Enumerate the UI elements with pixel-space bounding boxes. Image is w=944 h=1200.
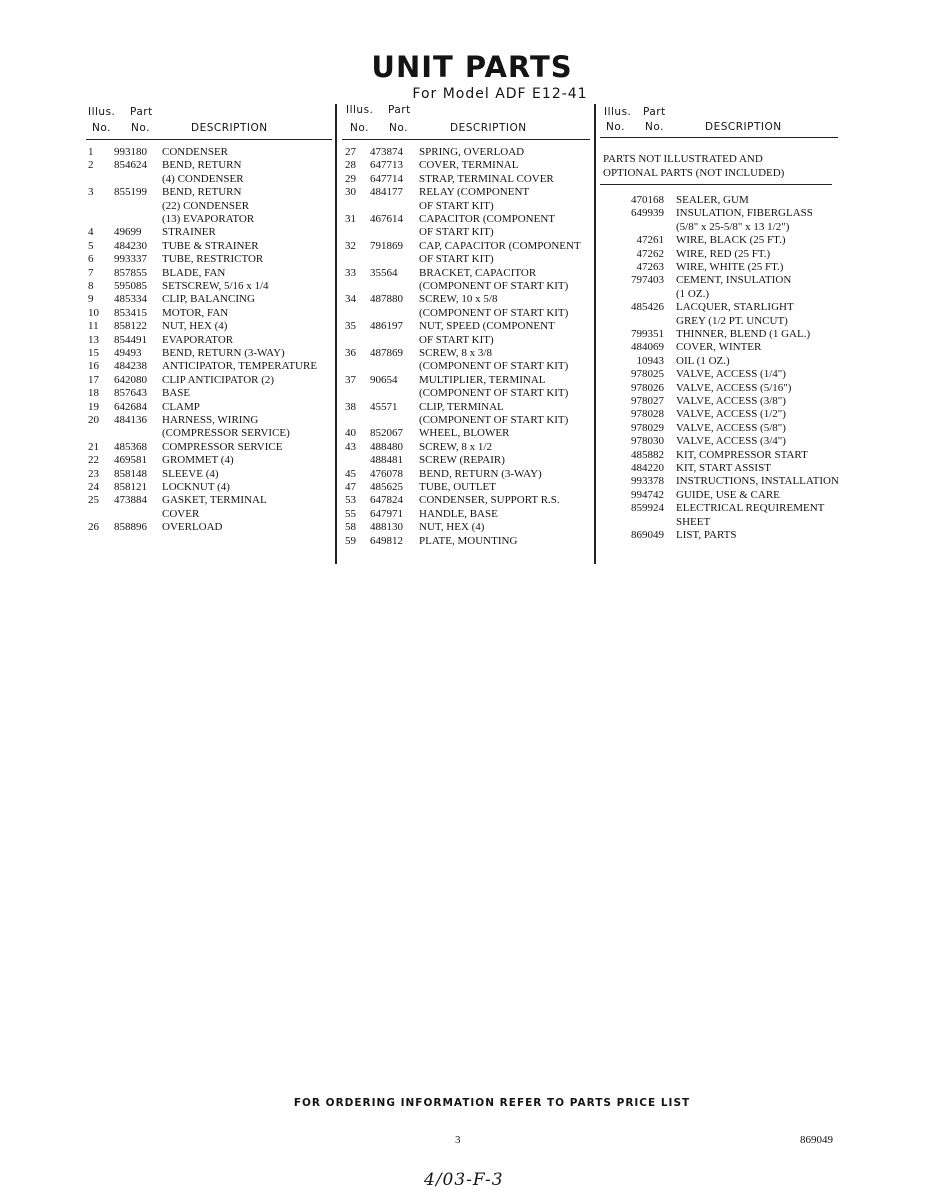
description: RELAY (COMPONENT xyxy=(419,186,530,199)
description: VALVE, ACCESS (5/8") xyxy=(676,421,786,434)
illus-number: 47 xyxy=(345,481,356,493)
note-rule xyxy=(600,184,832,185)
illus-number: 15 xyxy=(88,347,99,359)
description: (COMPONENT OF START KIT) xyxy=(419,360,569,373)
part-number: 488480 xyxy=(370,440,403,453)
part-number: 488130 xyxy=(370,521,403,534)
description: WIRE, WHITE (25 FT.) xyxy=(676,261,784,273)
part-number: 484069 xyxy=(631,341,664,354)
description: NUT, HEX (4) xyxy=(419,521,485,534)
part-number: 476078 xyxy=(370,467,403,480)
description: NUT, SPEED (COMPONENT xyxy=(419,320,555,333)
description: WIRE, BLACK (25 FT.) xyxy=(676,234,786,247)
description: SCREW, 8 x 3/8 xyxy=(419,347,492,359)
description: SCREW, 10 x 5/8 xyxy=(419,293,498,306)
description: TUBE & STRAINER xyxy=(162,239,259,252)
description: OF START KIT) xyxy=(419,253,494,266)
part-number: 487880 xyxy=(370,293,403,306)
part-number: 35564 xyxy=(370,266,398,279)
part-number: 791869 xyxy=(370,239,403,252)
description: CONDENSER xyxy=(162,146,229,158)
description: SLEEVE (4) xyxy=(162,467,219,480)
part-number: 858148 xyxy=(114,467,147,480)
header-rule xyxy=(342,139,590,140)
description: TUBE, RESTRICTOR xyxy=(162,253,264,266)
description: EVAPORATOR xyxy=(162,333,234,346)
description: SETSCREW, 5/16 x 1/4 xyxy=(162,280,269,292)
illus-number: 26 xyxy=(88,521,99,534)
description: COVER, TERMINAL xyxy=(419,159,519,172)
illus-number: 32 xyxy=(345,239,356,252)
illus-number: 27 xyxy=(345,146,356,158)
part-number: 488481 xyxy=(370,454,403,467)
document-number: 869049 xyxy=(800,1134,833,1146)
not-illustrated-note-line-1: PARTS NOT ILLUSTRATED AND xyxy=(603,153,763,165)
description: SEALER, GUM xyxy=(676,194,749,206)
part-number: 467614 xyxy=(370,213,403,225)
description: MULTIPLIER, TERMINAL xyxy=(419,373,546,386)
illus-number: 5 xyxy=(88,239,94,252)
description: STRAINER xyxy=(162,226,216,239)
header-illus-no: No. xyxy=(350,122,369,134)
header-part: Part xyxy=(130,106,153,118)
part-number: 649939 xyxy=(631,207,664,220)
header-rule xyxy=(600,137,838,138)
part-number: 857643 xyxy=(114,387,147,400)
header-illus: Illus. xyxy=(604,106,632,118)
description: VALVE, ACCESS (5/16") xyxy=(676,381,792,394)
part-number: 47261 xyxy=(636,234,664,247)
description: (COMPONENT OF START KIT) xyxy=(419,306,569,319)
description: CLIP, BALANCING xyxy=(162,293,255,306)
part-number: 486197 xyxy=(370,320,403,333)
description: COVER xyxy=(162,507,200,520)
illus-number: 25 xyxy=(88,494,99,507)
description: SCREW (REPAIR) xyxy=(419,454,505,467)
description: VALVE, ACCESS (1/2") xyxy=(676,408,786,421)
part-number: 484220 xyxy=(631,462,664,474)
description: BRACKET, CAPACITOR xyxy=(419,266,537,279)
illus-number: 1 xyxy=(88,146,94,158)
description: (22) CONDENSER xyxy=(162,199,250,212)
column-divider xyxy=(335,104,337,564)
description: KIT, START ASSIST xyxy=(676,462,771,474)
illus-number: 13 xyxy=(88,333,99,346)
part-number: 858896 xyxy=(114,521,147,534)
description: CLIP ANTICIPATOR (2) xyxy=(162,373,275,386)
part-number: 485334 xyxy=(114,293,147,306)
description: CLAMP xyxy=(162,400,200,413)
illus-number: 11 xyxy=(88,320,99,333)
illus-number: 17 xyxy=(88,373,99,386)
description: STRAP, TERMINAL COVER xyxy=(419,172,554,185)
header-rule xyxy=(86,139,332,140)
description: WHEEL, BLOWER xyxy=(419,427,510,440)
column-divider xyxy=(594,104,596,564)
description: (COMPONENT OF START KIT) xyxy=(419,280,569,292)
illus-number: 29 xyxy=(345,172,356,185)
description: LOCKNUT (4) xyxy=(162,481,230,493)
description: (5/8" x 25-5/8" x 13 1/2") xyxy=(676,220,790,233)
description: BLADE, FAN xyxy=(162,266,226,279)
description: COVER, WINTER xyxy=(676,341,762,354)
handwritten-note: 4/03-F-3 xyxy=(424,1170,504,1190)
not-illustrated-note-line-2: OPTIONAL PARTS (NOT INCLUDED) xyxy=(603,167,785,179)
part-number: 49493 xyxy=(114,347,142,359)
illus-number: 36 xyxy=(345,347,356,359)
description: BEND, RETURN xyxy=(162,159,242,172)
header-illus-no: No. xyxy=(92,122,111,134)
description: PLATE, MOUNTING xyxy=(419,534,518,547)
part-number: 978029 xyxy=(631,421,664,434)
description: COMPRESSOR SERVICE xyxy=(162,440,283,453)
part-number: 484177 xyxy=(370,186,403,199)
illus-number: 59 xyxy=(345,534,356,547)
header-illus: Illus. xyxy=(346,104,374,116)
part-number: 484230 xyxy=(114,239,147,252)
header-part-no: No. xyxy=(131,122,150,134)
illus-number: 58 xyxy=(345,521,356,534)
part-number: 485426 xyxy=(631,301,664,314)
description: LIST, PARTS xyxy=(676,529,737,541)
description: CAP, CAPACITOR (COMPONENT xyxy=(419,239,581,252)
description: VALVE, ACCESS (3/8") xyxy=(676,395,786,407)
page-number: 3 xyxy=(455,1134,461,1146)
part-number: 799351 xyxy=(631,328,664,340)
part-number: 854491 xyxy=(114,333,147,346)
illus-number: 7 xyxy=(88,266,94,279)
description: GREY (1/2 PT. UNCUT) xyxy=(676,314,788,327)
part-number: 858122 xyxy=(114,320,147,333)
page-title: UNIT PARTS xyxy=(371,50,573,84)
illus-number: 24 xyxy=(88,481,99,493)
part-number: 647971 xyxy=(370,507,403,520)
part-number: 993337 xyxy=(114,253,147,266)
part-number: 993180 xyxy=(114,146,147,158)
illus-number: 18 xyxy=(88,387,99,400)
description: SHEET xyxy=(676,515,711,528)
description: CEMENT, INSULATION xyxy=(676,274,792,287)
description: ELECTRICAL REQUIREMENT xyxy=(676,502,825,515)
description: (COMPRESSOR SERVICE) xyxy=(162,427,290,440)
description: BASE xyxy=(162,387,191,400)
part-number: 859924 xyxy=(631,502,664,515)
description: GUIDE, USE & CARE xyxy=(676,488,780,501)
part-number: 470168 xyxy=(631,194,664,206)
header-part: Part xyxy=(388,104,411,116)
part-number: 978026 xyxy=(631,381,664,394)
part-number: 642684 xyxy=(114,400,147,413)
part-number: 90654 xyxy=(370,373,398,386)
description: THINNER, BLEND (1 GAL.) xyxy=(676,328,811,340)
description: BEND, RETURN (3-WAY) xyxy=(162,347,285,359)
header-part-no: No. xyxy=(645,121,664,133)
part-number: 473884 xyxy=(114,494,147,507)
part-number: 10943 xyxy=(636,354,664,367)
illus-number: 33 xyxy=(345,266,356,279)
part-number: 484238 xyxy=(114,360,147,373)
part-number: 485882 xyxy=(631,448,664,461)
description: (1 OZ.) xyxy=(676,287,709,300)
description: HANDLE, BASE xyxy=(419,507,498,520)
part-number: 857855 xyxy=(114,266,147,279)
part-number: 858121 xyxy=(114,481,147,493)
description: INSULATION, FIBERGLASS xyxy=(676,207,813,220)
description: (13) EVAPORATOR xyxy=(162,213,255,225)
illus-number: 3 xyxy=(88,186,94,199)
part-number: 647713 xyxy=(370,159,403,172)
description: OVERLOAD xyxy=(162,521,223,534)
illus-number: 38 xyxy=(345,400,356,413)
part-number: 487869 xyxy=(370,347,403,359)
part-number: 469581 xyxy=(114,454,147,467)
description: OF START KIT) xyxy=(419,333,494,346)
illus-number: 55 xyxy=(345,507,356,520)
illus-number: 9 xyxy=(88,293,94,306)
description: GASKET, TERMINAL xyxy=(162,494,267,507)
header-description: DESCRIPTION xyxy=(450,122,527,134)
description: WIRE, RED (25 FT.) xyxy=(676,247,771,260)
part-number: 647714 xyxy=(370,172,403,185)
illus-number: 37 xyxy=(345,373,356,386)
part-number: 797403 xyxy=(631,274,664,287)
illus-number: 53 xyxy=(345,494,356,507)
part-number: 473874 xyxy=(370,146,403,158)
illus-number: 31 xyxy=(345,213,356,225)
illus-number: 34 xyxy=(345,293,356,306)
part-number: 978027 xyxy=(631,395,664,407)
part-number: 993378 xyxy=(631,475,664,488)
description: BEND, RETURN xyxy=(162,186,242,199)
part-number: 45571 xyxy=(370,400,398,413)
description: OF START KIT) xyxy=(419,199,494,212)
description: LACQUER, STARLIGHT xyxy=(676,301,794,314)
description: (COMPONENT OF START KIT) xyxy=(419,414,569,426)
description: TUBE, OUTLET xyxy=(419,481,496,493)
description: OF START KIT) xyxy=(419,226,494,239)
description: (COMPONENT OF START KIT) xyxy=(419,387,569,400)
description: MOTOR, FAN xyxy=(162,306,229,319)
description: SCREW, 8 x 1/2 xyxy=(419,440,492,453)
header-description: DESCRIPTION xyxy=(705,121,782,133)
illus-number: 4 xyxy=(88,226,94,239)
description: NUT, HEX (4) xyxy=(162,320,228,333)
description: CLIP, TERMINAL xyxy=(419,400,504,413)
part-number: 852067 xyxy=(370,427,403,440)
description: SPRING, OVERLOAD xyxy=(419,146,525,158)
part-number: 855199 xyxy=(114,186,147,199)
part-number: 649812 xyxy=(370,534,403,547)
header-illus-no: No. xyxy=(606,121,625,133)
description: INSTRUCTIONS, INSTALLATION xyxy=(676,475,839,488)
illus-number: 40 xyxy=(345,427,356,440)
description: GROMMET (4) xyxy=(162,454,234,467)
ordering-footer: FOR ORDERING INFORMATION REFER TO PARTS PRICE LIST xyxy=(293,1097,691,1109)
description: OIL (1 OZ.) xyxy=(676,354,730,367)
description: CONDENSER, SUPPORT R.S. xyxy=(419,494,560,507)
part-number: 853415 xyxy=(114,306,147,319)
part-number: 642080 xyxy=(114,373,147,386)
description: KIT, COMPRESSOR START xyxy=(676,448,808,461)
illus-number: 6 xyxy=(88,253,94,266)
description: VALVE, ACCESS (3/4") xyxy=(676,435,786,448)
description: ANTICIPATOR, TEMPERATURE xyxy=(162,360,318,373)
illus-number: 43 xyxy=(345,440,356,453)
part-number: 47263 xyxy=(636,261,664,273)
illus-number: 20 xyxy=(88,414,99,426)
header-illus: Illus. xyxy=(88,106,116,118)
part-number: 485625 xyxy=(370,481,403,493)
part-number: 47262 xyxy=(636,247,664,260)
header-description: DESCRIPTION xyxy=(191,122,268,134)
part-number: 978030 xyxy=(631,435,664,448)
description: (4) CONDENSER xyxy=(162,172,244,185)
header-part-no: No. xyxy=(389,122,408,134)
part-number: 484136 xyxy=(114,414,147,426)
page-subtitle: For Model ADF E12-41 xyxy=(412,86,588,102)
part-number: 978028 xyxy=(631,408,664,421)
description: HARNESS, WIRING xyxy=(162,414,259,426)
header-part: Part xyxy=(643,106,666,118)
illus-number: 16 xyxy=(88,360,99,373)
description: VALVE, ACCESS (1/4") xyxy=(676,368,786,381)
part-number: 994742 xyxy=(631,488,664,501)
illus-number: 35 xyxy=(345,320,356,333)
illus-number: 30 xyxy=(345,186,356,199)
illus-number: 19 xyxy=(88,400,99,413)
illus-number: 23 xyxy=(88,467,99,480)
illus-number: 45 xyxy=(345,467,356,480)
part-number: 485368 xyxy=(114,440,147,453)
illus-number: 28 xyxy=(345,159,356,172)
part-number: 595085 xyxy=(114,280,147,292)
part-number: 647824 xyxy=(370,494,403,507)
description: BEND, RETURN (3-WAY) xyxy=(419,467,542,480)
illus-number: 8 xyxy=(88,280,94,292)
illus-number: 10 xyxy=(88,306,99,319)
part-number: 854624 xyxy=(114,159,147,172)
part-number: 49699 xyxy=(114,226,142,239)
illus-number: 21 xyxy=(88,440,99,453)
illus-number: 22 xyxy=(88,454,99,467)
part-number: 869049 xyxy=(631,529,664,541)
illus-number: 2 xyxy=(88,159,94,172)
description: CAPACITOR (COMPONENT xyxy=(419,213,555,225)
part-number: 978025 xyxy=(631,368,664,381)
